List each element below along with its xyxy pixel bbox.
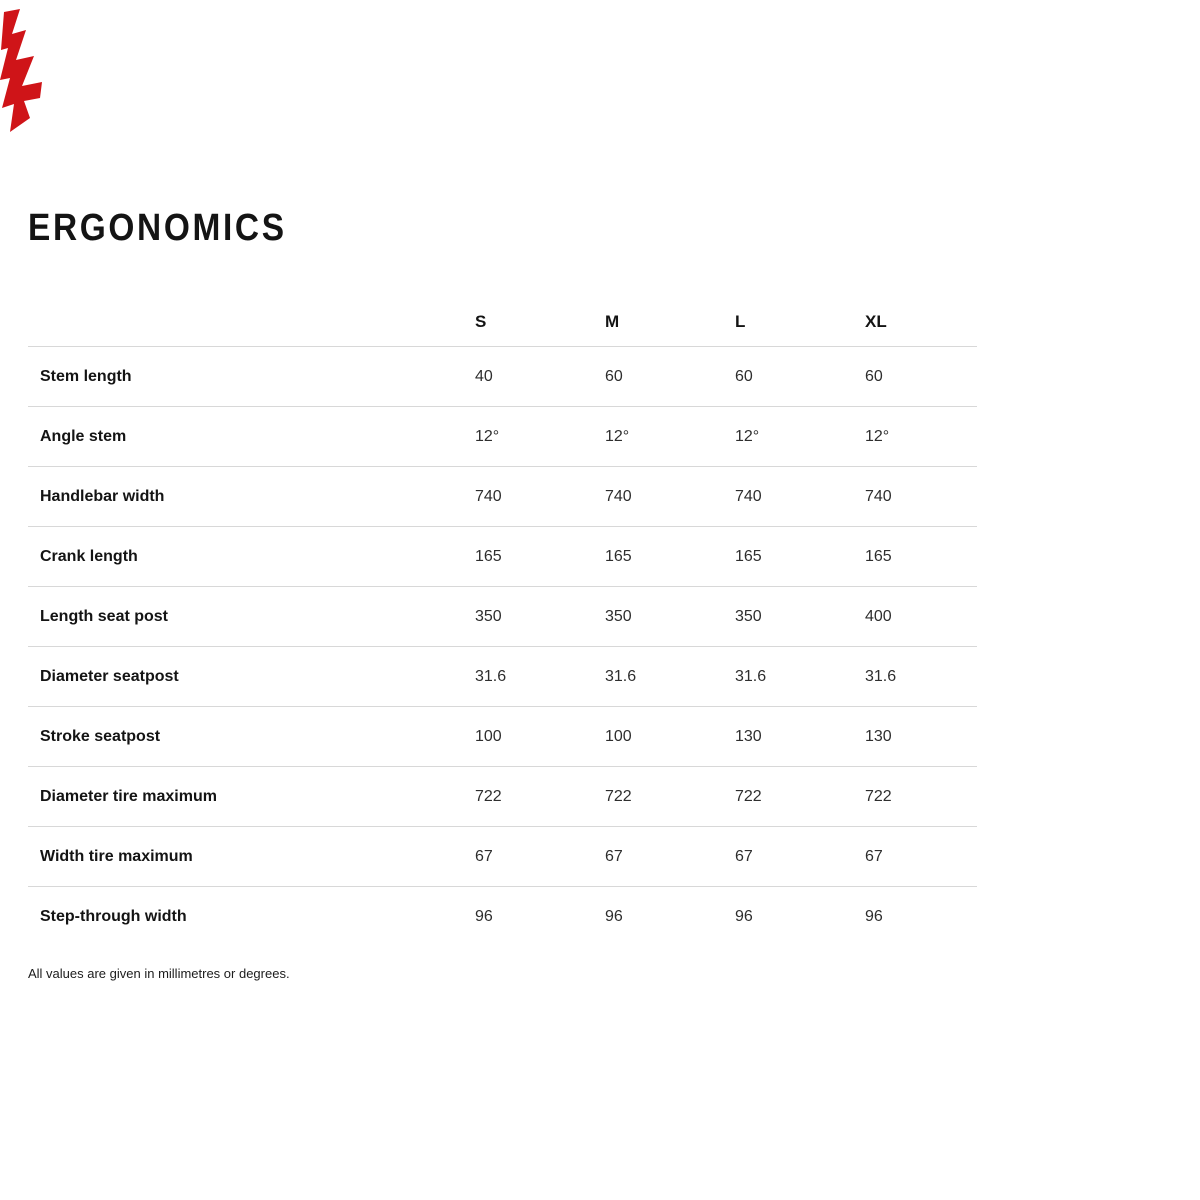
spec-value-s: 67 xyxy=(475,847,493,865)
spec-value-s: 31.6 xyxy=(475,667,507,685)
spec-value-l: 165 xyxy=(735,547,762,565)
spec-value-l: 31.6 xyxy=(735,667,767,685)
spec-row-label: Length seat post xyxy=(40,607,169,625)
red-corner-brush-mark-icon xyxy=(0,0,44,136)
spec-value-xl: 67 xyxy=(865,847,883,865)
spec-row-label: Handlebar width xyxy=(40,487,165,505)
table-row xyxy=(28,647,977,707)
spec-value-s: 740 xyxy=(475,487,502,505)
spec-value-m: 31.6 xyxy=(605,667,637,685)
table-row xyxy=(28,407,977,467)
spec-value-xl: 165 xyxy=(865,547,892,565)
ergonomics-table xyxy=(28,297,977,947)
spec-value-l: 67 xyxy=(735,847,753,865)
spec-value-m: 350 xyxy=(605,607,632,625)
spec-row-label: Stroke seatpost xyxy=(40,727,161,745)
spec-value-s: 350 xyxy=(475,607,502,625)
spec-value-s: 722 xyxy=(475,787,502,805)
spec-value-xl: 740 xyxy=(865,487,892,505)
table-row xyxy=(28,347,977,407)
spec-value-xl: 31.6 xyxy=(865,667,897,685)
spec-value-s: 12° xyxy=(475,427,500,445)
size-header-row xyxy=(28,297,977,347)
spec-value-m: 165 xyxy=(605,547,632,565)
spec-row-label: Angle stem xyxy=(40,427,127,445)
spec-value-m: 740 xyxy=(605,487,632,505)
table-row xyxy=(28,707,977,767)
page-title: ERGONOMICS xyxy=(28,207,287,249)
spec-value-l: 722 xyxy=(735,787,762,805)
spec-row-label: Crank length xyxy=(40,547,138,565)
size-column-header-xl: XL xyxy=(865,311,887,331)
spec-value-s: 40 xyxy=(475,367,493,385)
table-row xyxy=(28,827,977,887)
spec-value-l: 130 xyxy=(735,727,762,745)
table-row xyxy=(28,587,977,647)
spec-value-l: 350 xyxy=(735,607,762,625)
spec-value-xl: 96 xyxy=(865,908,883,925)
table-row xyxy=(28,467,977,527)
spec-value-m: 100 xyxy=(605,727,632,745)
spec-value-l: 740 xyxy=(735,487,762,505)
spec-value-l: 12° xyxy=(735,427,760,445)
spec-value-m: 96 xyxy=(605,908,623,925)
spec-value-xl: 130 xyxy=(865,727,892,745)
size-column-header-m: M xyxy=(605,311,620,331)
spec-row-label: Diameter tire maximum xyxy=(40,787,217,805)
spec-row-label: Diameter seatpost xyxy=(40,667,179,685)
units-footnote: All values are given in millimetres or degrees. xyxy=(28,966,290,981)
spec-value-s: 96 xyxy=(475,908,493,925)
table-row xyxy=(28,887,977,947)
spec-value-l: 96 xyxy=(735,908,753,925)
spec-value-xl: 722 xyxy=(865,787,892,805)
spec-value-s: 165 xyxy=(475,547,502,565)
spec-value-m: 722 xyxy=(605,787,632,805)
spec-value-xl: 400 xyxy=(865,607,892,625)
spec-row-label: Step-through width xyxy=(40,908,187,925)
table-row xyxy=(28,527,977,587)
spec-row-label: Stem length xyxy=(40,367,132,385)
spec-value-s: 100 xyxy=(475,727,502,745)
spec-value-xl: 60 xyxy=(865,367,883,385)
spec-value-l: 60 xyxy=(735,367,753,385)
table-row xyxy=(28,767,977,827)
spec-value-xl: 12° xyxy=(865,427,890,445)
size-column-header-s: S xyxy=(475,311,487,331)
spec-value-m: 12° xyxy=(605,427,630,445)
spec-value-m: 67 xyxy=(605,847,623,865)
size-column-header-l: L xyxy=(735,311,746,331)
spec-value-m: 60 xyxy=(605,367,623,385)
spec-row-label: Width tire maximum xyxy=(40,847,193,865)
